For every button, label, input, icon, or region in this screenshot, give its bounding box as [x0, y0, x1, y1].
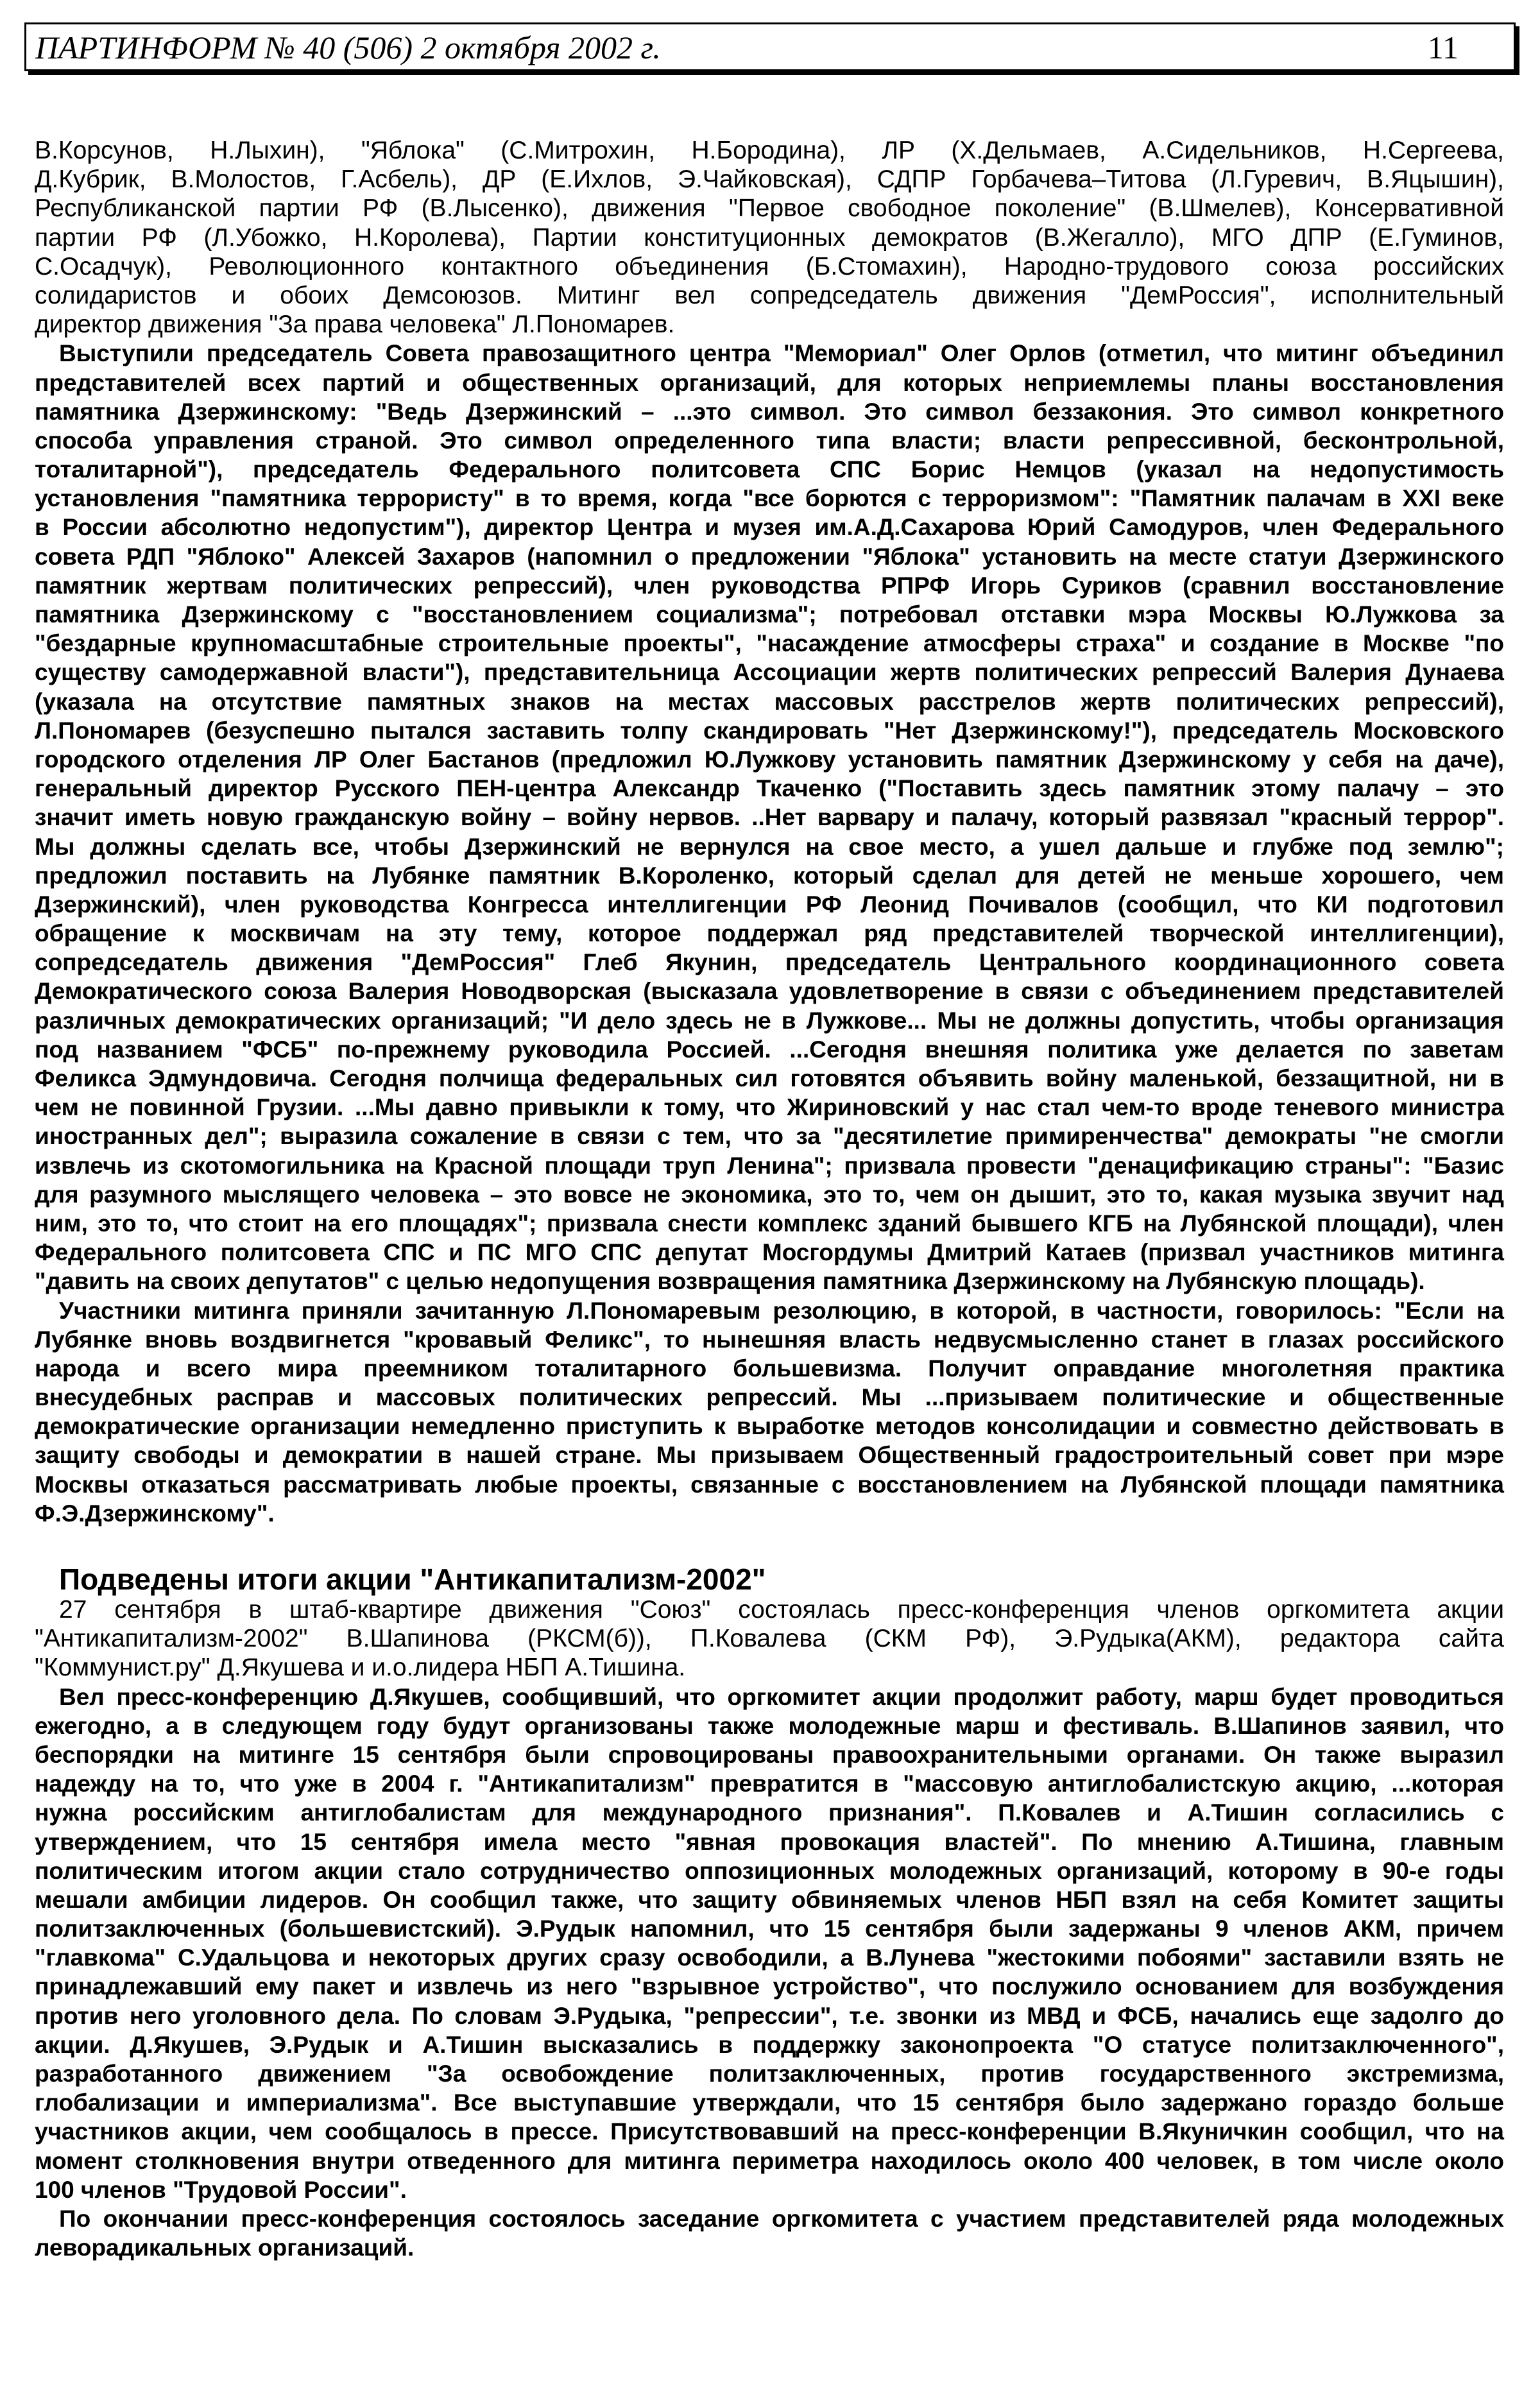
- text-line: Феликса Эдмундовича. Сегодня полчища федеральных сил готовятся объявить войну маленькой, беззащитной, ни в: [35, 1065, 1504, 1092]
- text-line: Д.Кубрик, В.Молостов, Г.Асбель), ДР (Е.Ихлов, Э.Чайковская), СДПР Горбачева–Титова (Л.Гуревич, В.Яцышин),: [35, 166, 1504, 194]
- text-line: представителей всех партий и общественных организаций, для которых неприемлемы планы восстановления: [35, 369, 1504, 396]
- article-body: [35, 136, 1504, 2262]
- text-line: "главкома" С.Удальцова и некоторых других сразу освободили, а В.Лунева "жестокими побоями" заставили взять не: [35, 1944, 1504, 1971]
- text-line: совета РДП "Яблоко" Алексей Захаров (напомнил о предложении "Яблока" установить на месте статуи Дзержинского: [35, 543, 1504, 570]
- text-line: Участники митинга приняли зачитанную Л.Пономаревым резолюцию, в которой, в частности, говорилось: "Если на: [59, 1297, 1504, 1324]
- text-line: внесудебных расправ и массовых политических репрессий. Мы ...призываем политические и общественные: [35, 1384, 1504, 1411]
- page-number: 11: [1427, 30, 1459, 65]
- paragraph: [35, 2204, 1504, 2262]
- text-line: нужна российским антиглобалистам для международного признания". П.Ковалев и А.Тишин согласились с: [35, 1799, 1504, 1826]
- text-line: "давить на своих депутатов" с целью недопущения возвращения памятника Дзержинскому на Лубянскую площадь).: [35, 1268, 1425, 1295]
- text-line: народа и всего мира преемником тоталитарного большевизма. Получит оправдание многолетняя практика: [35, 1355, 1504, 1382]
- text-line: глобализации и империализма". Все выступавшие утверждали, что 15 сентября было задержано гораздо больше: [35, 2089, 1504, 2116]
- text-line: демократические организации немедленно приступить к выработке методов консолидации и совместно действовать в: [35, 1413, 1504, 1440]
- text-line: директор движения "За права человека" Л.Пономарев.: [35, 311, 675, 339]
- paragraph: [35, 1296, 1504, 1529]
- paragraph: [35, 339, 1504, 1296]
- publication-title: ПАРТИНФОРМ № 40 (506) 2 октября 2002 г.: [35, 30, 661, 65]
- text-line: предложил поставить на Лубянке памятник В.Короленко, который сделал для детей не меньше хорошего, чем: [35, 862, 1504, 889]
- text-line: для разумного мыслящего человека – это вовсе не экономика, это то, чем он дышит, это то, какая музыка звучит над: [35, 1181, 1504, 1208]
- text-line: мешали амбиции лидеров. Он сообщил также, что защиту обвиняемых членов НБП взял на себя Комитет защиты: [35, 1886, 1504, 1913]
- text-line: Вел пресс-конференцию Д.Якушев, сообщивший, что оргкомитет акции продолжит работу, марш будет проводиться: [59, 1683, 1504, 1710]
- text-line: партии РФ (Л.Убожко, Н.Королева), Партии конституционных демократов (В.Жегалло), МГО ДПР (Е.Гуминов,: [35, 223, 1504, 252]
- text-line: надежду на то, что уже в 2004 г. "Антикапитализм" превратится в "массовую антиглобалистскую акцию, ...которая: [35, 1770, 1504, 1797]
- text-line: обращение к москвичам на эту тему, которое поддержал ряд представителей творческой интеллигенции),: [35, 920, 1504, 947]
- text-line: разработанного движением "За освобождение политзаключенных, против государственного экстремизма,: [35, 2061, 1504, 2087]
- text-line: существу самодержавной власти"), представительница Ассоциации жертв политических репрессий Валерия Дунаева: [35, 659, 1504, 686]
- text-line: Лубянке вновь воздвигнется "кровавый Феликс", то нынешняя власть недвусмысленно станет в глазах российского: [35, 1326, 1504, 1353]
- text-line: По окончании пресс-конференция состоялось заседание оргкомитета с участием представителей ряда молодежных: [59, 2205, 1504, 2232]
- text-line: В.Корсунов, Н.Лыхин), "Яблока" (С.Митрохин, Н.Бородина), ЛР (Х.Дельмаев, А.Сидельников, Н.Сергеева,: [35, 137, 1504, 164]
- text-line: в России абсолютно недопустим"), директор Центра и музея им.А.Д.Сахарова Юрий Самодуров, член Федерального: [35, 514, 1504, 541]
- text-line: под названием "ФСБ" по-прежнему руководила Россией. ...Сегодня внешняя политика уже делается по заветам: [35, 1036, 1504, 1063]
- text-line: "бездарные крупномасштабные строительные проекты", "насаждение атмосферы страха" и создание в Москве "по: [35, 630, 1504, 657]
- text-line: Выступили председатель Совета правозащитного центра "Мемориал" Олег Орлов (отметил, что митинг объединил: [59, 340, 1504, 367]
- paragraph: [35, 1683, 1504, 2204]
- text-line: "Коммунист.ру" Д.Якушева и и.о.лидера НБП А.Тишина.: [35, 1654, 686, 1682]
- text-line: генеральный директор Русского ПЕН-центра Александр Ткаченко ("Поставить здесь памятник этому палачу – это: [35, 775, 1504, 802]
- text-line: установления "памятника террористу" в то время, когда "все борются с терроризмом": "Памятник палачам в XXI веке: [35, 485, 1504, 512]
- text-line: тоталитарной"), председатель Федерального политсовета СПС Борис Немцов (указал на недопустимость: [35, 456, 1504, 483]
- page-header: [24, 22, 1516, 71]
- text-line: момент столкновения внутри отведенного для митинга периметра находилось около 400 человек, в том числе около: [35, 2147, 1504, 2174]
- text-line: солидаристов и обоих Демсоюзов. Митинг вел сопредседатель движения "ДемРоссия", исполнительный: [35, 281, 1504, 309]
- text-line: извлечь из скотомогильника на Красной площади труп Ленина"; призвала провести "денацификацию страны": "Базис: [35, 1152, 1504, 1179]
- text-line: памятник жертвам политических репрессий), член руководства РПРФ Игорь Суриков (сравнил восстановление: [35, 572, 1504, 599]
- text-line: "Антикапитализм-2002" В.Шапинова (РКСМ(б)), П.Ковалева (СКМ РФ), Э.Рудыка(АКМ), редактора сайта: [35, 1625, 1504, 1653]
- text-line: защиту свободы и демократии в нашей стране. Мы призываем Общественный градостроительный совет при мэре: [35, 1442, 1504, 1469]
- text-line: городского отделения ЛР Олег Бастанов (предложил Ю.Лужкову установить памятник Дзержинскому у себя на даче),: [35, 746, 1504, 773]
- text-line: 100 членов "Трудовой России".: [35, 2176, 407, 2203]
- text-line: леворадикальных организаций.: [35, 2234, 415, 2261]
- text-line: Дзержинский), член руководства Конгресса интеллигенции РФ Леонид Почивалов (сообщил, что КИ подготовил: [35, 891, 1504, 918]
- text-line: принадлежавший ему пакет и извлечь из него "взрывное устройство", что послужило основанием для возбуждения: [35, 1973, 1504, 2000]
- text-line: сопредседатель движения "ДемРоссия" Глеб Якунин, председатель Центрального координационного совета: [35, 949, 1504, 976]
- text-line: Мы должны сделать все, чтобы Дзержинский не вернулся на свое место, а ушел дальше и глубже под землю";: [35, 833, 1504, 860]
- text-line: ежегодно, а в следующем году будут организованы также молодежные марш и фестиваль. В.Шапинов заявил, что: [35, 1712, 1504, 1739]
- paragraph: [35, 1595, 1504, 1683]
- text-line: Москвы отказаться рассматривать любые проекты, связанные с восстановлением на Лубянской площади памятника: [35, 1471, 1504, 1498]
- text-line: политзаключенных (большевистский). Э.Рудык напомнил, что 15 сентября были задержаны 9 членов АКМ, причем: [35, 1915, 1504, 1942]
- text-line: 27 сентября в штаб-квартире движения "Союз" состоялась пресс-конференция членов оргкомитета акции: [59, 1596, 1504, 1624]
- text-line: значит иметь новую гражданскую войну – войну нервов. ..Нет варвару и палачу, который развязал "красный террор".: [35, 804, 1504, 831]
- text-line: Федерального политсовета СПС и ПС МГО СПС депутат Мосгордумы Дмитрий Катаев (призвал участников митинга: [35, 1239, 1504, 1266]
- text-line: Демократического союза Валерия Новодворская (высказала удовлетворение в связи с объединением представителей: [35, 978, 1504, 1005]
- text-line: памятника Дзержинскому с "восстановлением социализма"; потребовал отставки мэра Москвы Ю.Лужкова за: [35, 601, 1504, 628]
- paragraph: [35, 136, 1504, 339]
- text-line: участников акции, чем сообщалось в прессе. Присутствовавший на пресс-конференции В.Якуничкин сообщил, что на: [35, 2118, 1504, 2145]
- text-line: способа управления страной. Это символ определенного типа власти; власти репрессивной, бесконтрольной,: [35, 427, 1504, 454]
- text-line: чем не повинной Грузии. ...Мы давно привыкли к тому, что Жириновский у нас стал чем-то вроде теневого министра: [35, 1094, 1504, 1121]
- text-line: памятника Дзержинскому: "Ведь Дзержинский – ...это символ. Это символ беззакония. Это символ конкретного: [35, 398, 1504, 425]
- text-line: Республиканской партии РФ (В.Лысенко), движения "Первое свободное поколение" (В.Шмелев), Консервативной: [35, 194, 1504, 223]
- text-line: акции. Д.Якушев, Э.Рудык и А.Тишин высказались в поддержку законопроекта "О статусе политзаключенного",: [35, 2031, 1504, 2058]
- text-line: политическим итогом акции стало сотрудничество оппозиционных молодежных организаций, которому в 90-е годы: [35, 1857, 1504, 1884]
- text-line: беспорядки на митинге 15 сентября были спровоцированы правоохранительными органами. Он также выразил: [35, 1741, 1504, 1768]
- text-line: С.Осадчук), Революционного контактного объединения (Б.Стомахин), Народно-трудового союза российских: [35, 252, 1504, 280]
- article-heading: Подведены итоги акции "Антикапитализм-2002": [59, 1563, 766, 1596]
- text-line: (указала на отсутствие памятных знаков на местах массовых расстрелов жертв политических репрессий),: [35, 688, 1504, 715]
- text-line: против него уголовного дела. По словам Э.Рудыка, "репрессии", т.е. звонки из МВД и ФСБ, начались еще задолго до: [35, 2002, 1504, 2029]
- text-line: иностранных дел"; выразила сожаление в связи с тем, что за "десятилетие примиренчества" демократы "не смогли: [35, 1123, 1504, 1150]
- text-line: Л.Пономарев (безуспешно пытался заставить толпу скандировать "Нет Дзержинскому!"), председатель Московского: [35, 717, 1504, 744]
- text-line: утверждением, что 15 сентября имела место "явная провокация властей". По мнению А.Тишина, главным: [35, 1828, 1504, 1855]
- text-line: Ф.Э.Дзержинскому".: [35, 1500, 275, 1527]
- text-line: ним, это то, что стоит на его площадях"; призвала снести комплекс зданий бывшего КГБ на Лубянской площади), член: [35, 1210, 1504, 1237]
- text-line: различных демократических организаций; "И дело здесь не в Лужкове... Мы не должны допустить, чтобы организация: [35, 1007, 1504, 1034]
